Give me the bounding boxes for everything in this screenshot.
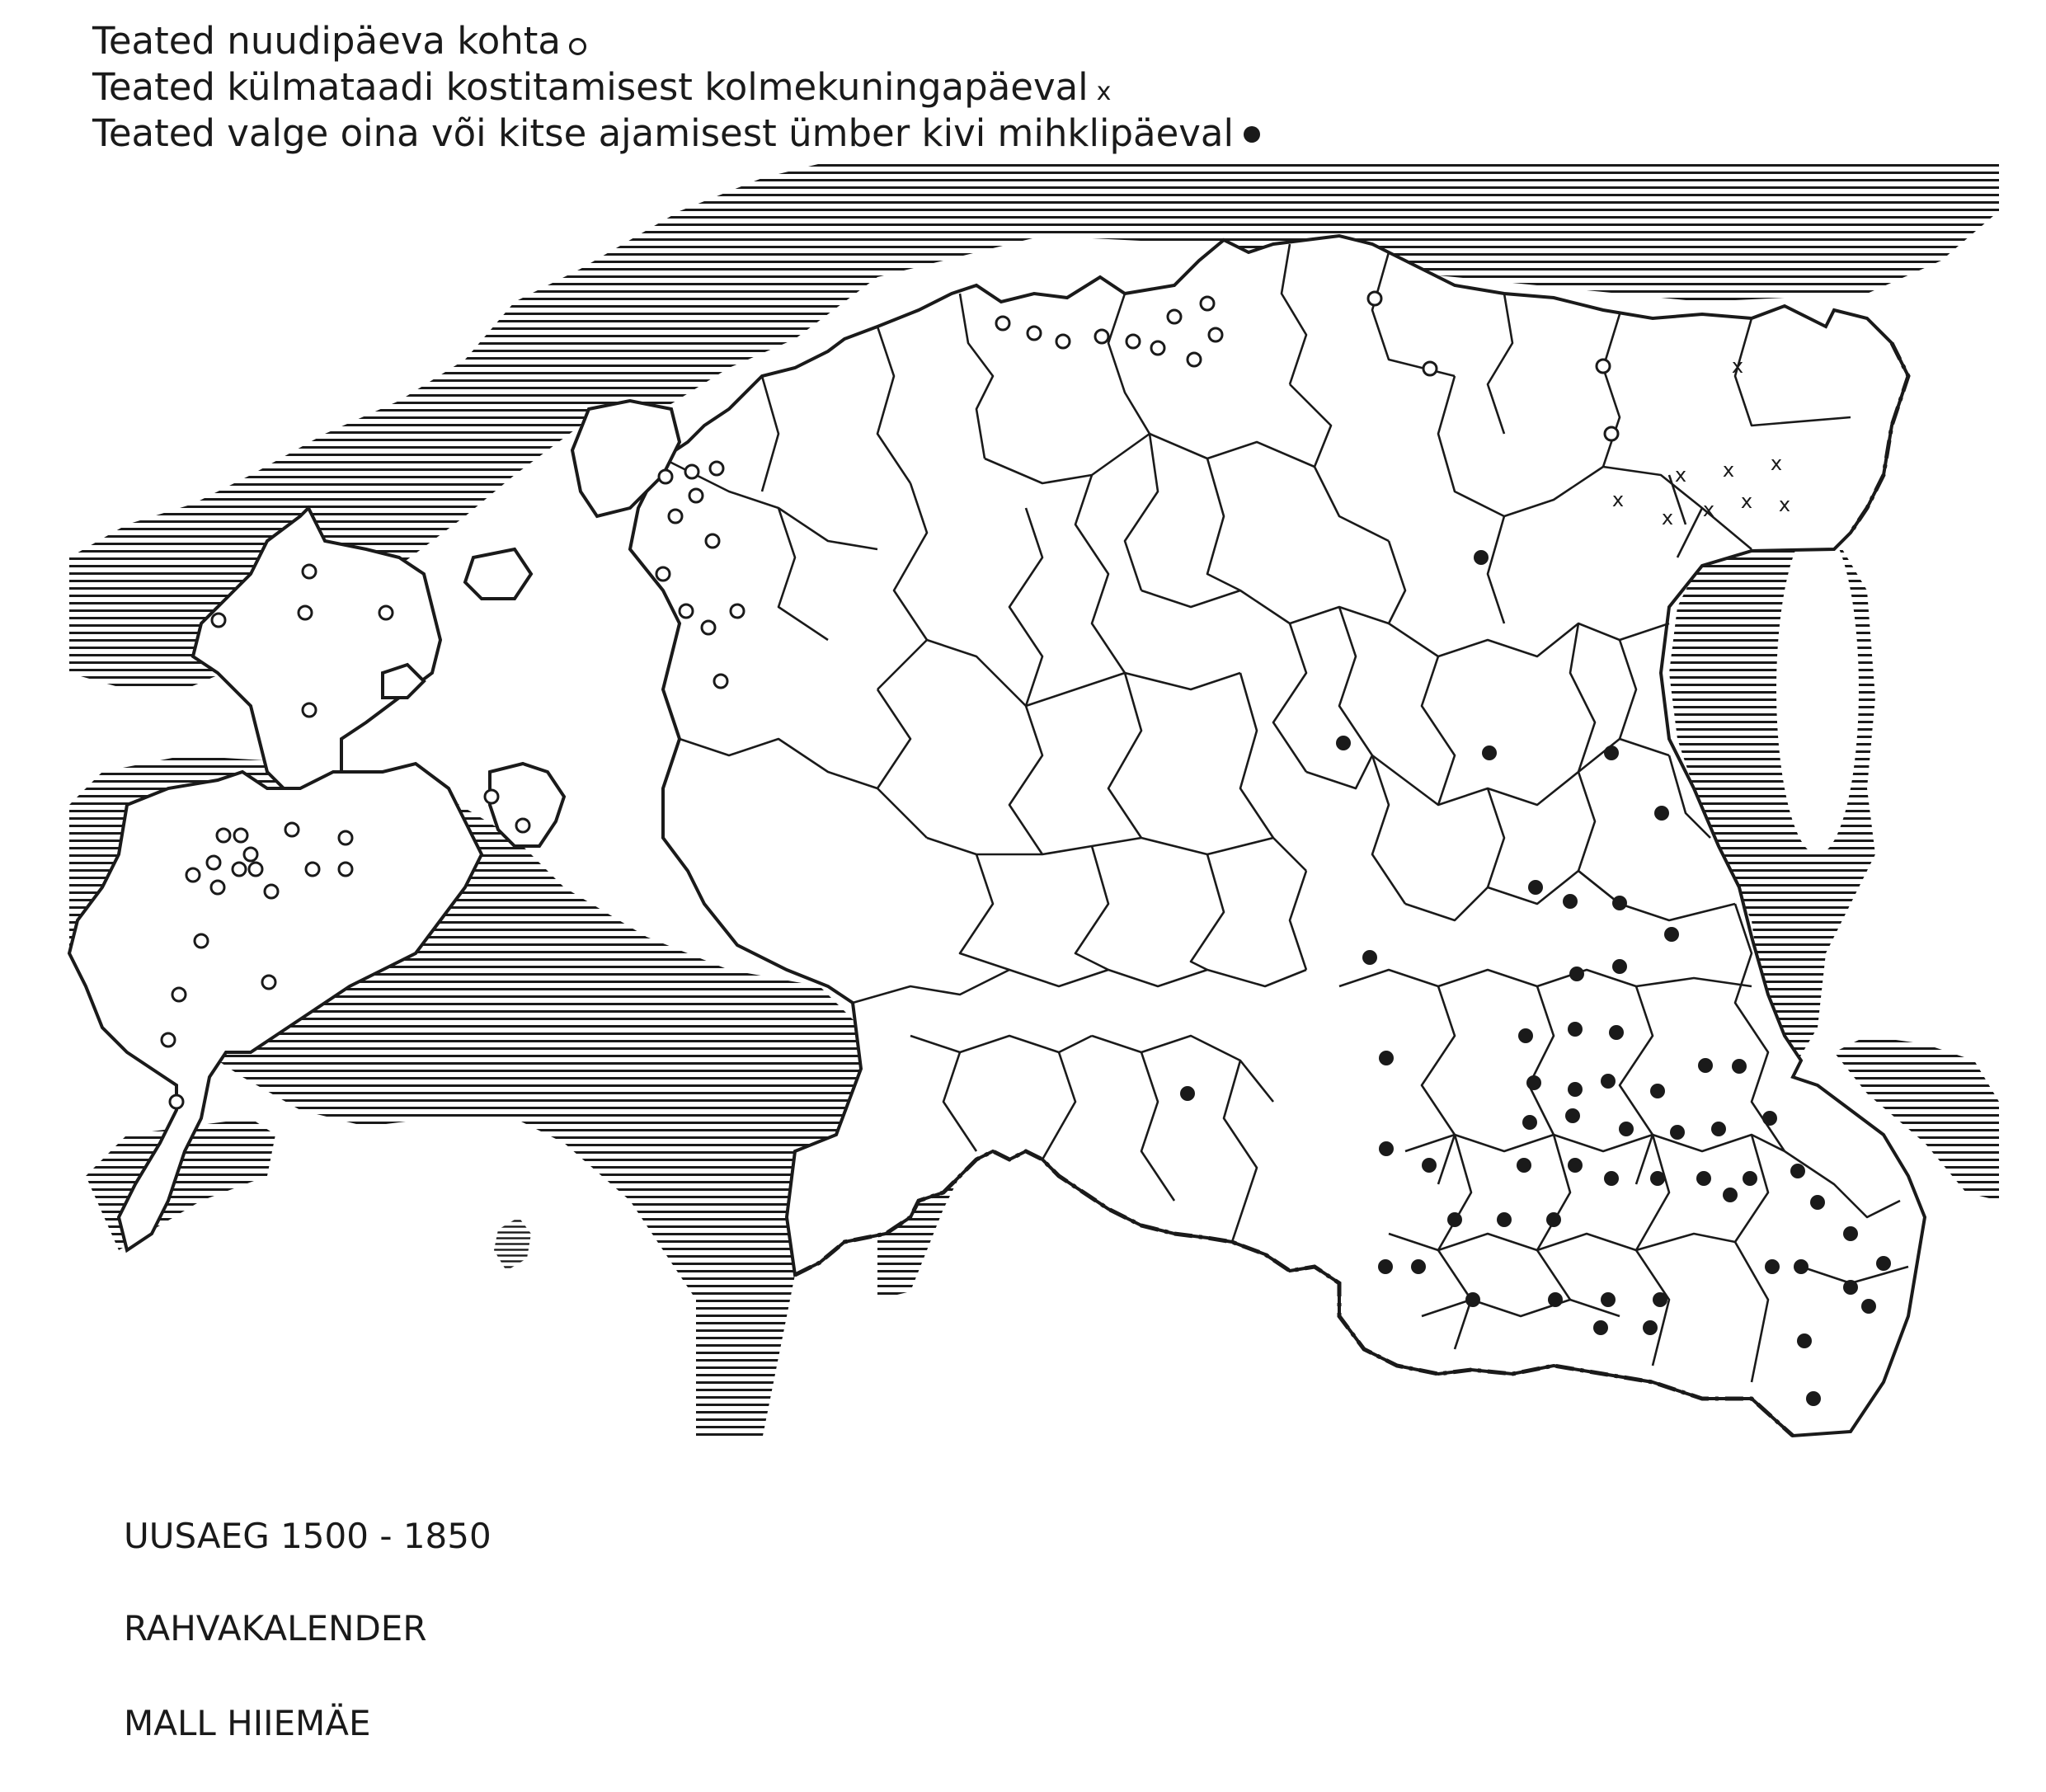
estonia-parish-map [53,162,1999,1440]
legend-label: Teated valge oina või kitse ajamisest ümber kivi mihklipäeval [92,111,1234,155]
legend-label: Teated nuudipäeva kohta [92,19,561,63]
svg-text:x: x [1661,506,1674,529]
legend-item-kolmekuningapaev [92,64,1111,115]
series-title: RAHVAKALENDER [124,1608,427,1649]
svg-text:x: x [1770,452,1783,475]
svg-text:x: x [1740,490,1753,513]
hollow-circle-icon [569,38,586,55]
svg-text:x: x [1731,355,1744,378]
svg-text:x: x [1611,488,1625,511]
legend-item-nuudipaev [92,18,586,64]
author-name: MALL HIIEMÄE [124,1703,371,1743]
legend-item-mihklipaev [92,111,1260,157]
svg-text:x: x [1778,493,1791,516]
legend-label: Teated külmataadi kostitamisest kolmekuningapäeval [92,65,1089,109]
period-label: UUSAEG 1500 - 1850 [124,1516,492,1556]
svg-text:x: x [1702,498,1715,521]
svg-text:x: x [1722,459,1735,482]
filled-dot-icon [1244,126,1260,143]
svg-text:x: x [1674,463,1687,487]
x-mark-icon: x [1096,78,1112,106]
